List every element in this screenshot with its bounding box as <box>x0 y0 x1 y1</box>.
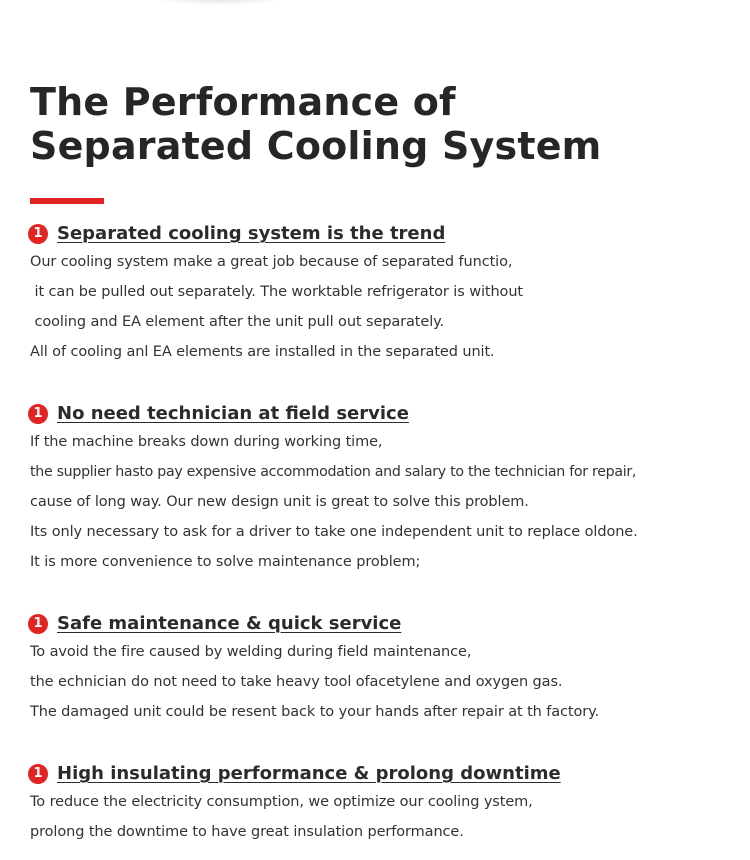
body-line: To reduce the electricity consumption, we optimize our cooling ystem, <box>30 794 533 810</box>
title-accent-bar <box>30 198 104 204</box>
section-heading <box>28 221 748 247</box>
body-line: the supplier hasto pay expensive accommodation and salary to the technician for repair, <box>30 464 637 480</box>
section-separated-cooling <box>28 221 748 367</box>
section-safe-maintenance <box>28 611 748 727</box>
section-heading <box>28 611 748 637</box>
section-high-insulating <box>28 761 748 847</box>
body-line: To avoid the fire caused by welding during field maintenance, <box>30 644 472 660</box>
body-line: prolong the downtime to have great insulation performance. <box>30 824 464 840</box>
page-title-line-2: Separated Cooling System <box>30 124 602 168</box>
body-line: it can be pulled out separately. The worktable refrigerator is without <box>30 284 524 300</box>
number-badge-icon: 1 <box>28 764 48 784</box>
section-title: Separated cooling system is the trend <box>57 223 446 244</box>
section-title: High insulating performance & prolong downtime <box>57 763 561 784</box>
section-title: Safe maintenance & quick service <box>57 613 402 634</box>
body-line: The damaged unit could be resent back to your hands after repair at th factory. <box>30 704 600 720</box>
body-line: the echnician do not need to take heavy tool ofacetylene and oxygen gas. <box>30 674 563 690</box>
page-title-line-1: The Performance of <box>30 80 456 124</box>
number-badge-icon: 1 <box>28 614 48 634</box>
body-line: cooling and EA element after the unit pull out separately. <box>30 314 445 330</box>
section-no-technician <box>28 401 748 577</box>
number-badge-icon: 1 <box>28 404 48 424</box>
body-line: cause of long way. Our new design unit is great to solve this problem. <box>30 494 529 510</box>
section-heading <box>28 761 748 787</box>
body-line: Our cooling system make a great job because of separated functio, <box>30 254 513 270</box>
body-line: All of cooling anl EA elements are installed in the separated unit. <box>30 344 495 360</box>
section-heading <box>28 401 748 427</box>
body-line: It is more convenience to solve maintenance problem; <box>30 554 421 570</box>
page-title <box>30 80 601 168</box>
body-line: If the machine breaks down during working time, <box>30 434 383 450</box>
body-line: Its only necessary to ask for a driver to take one independent unit to replace oldone. <box>30 524 638 540</box>
number-badge-icon: 1 <box>28 224 48 244</box>
section-title: No need technician at field service <box>57 403 409 424</box>
top-product-shadow <box>150 0 290 6</box>
